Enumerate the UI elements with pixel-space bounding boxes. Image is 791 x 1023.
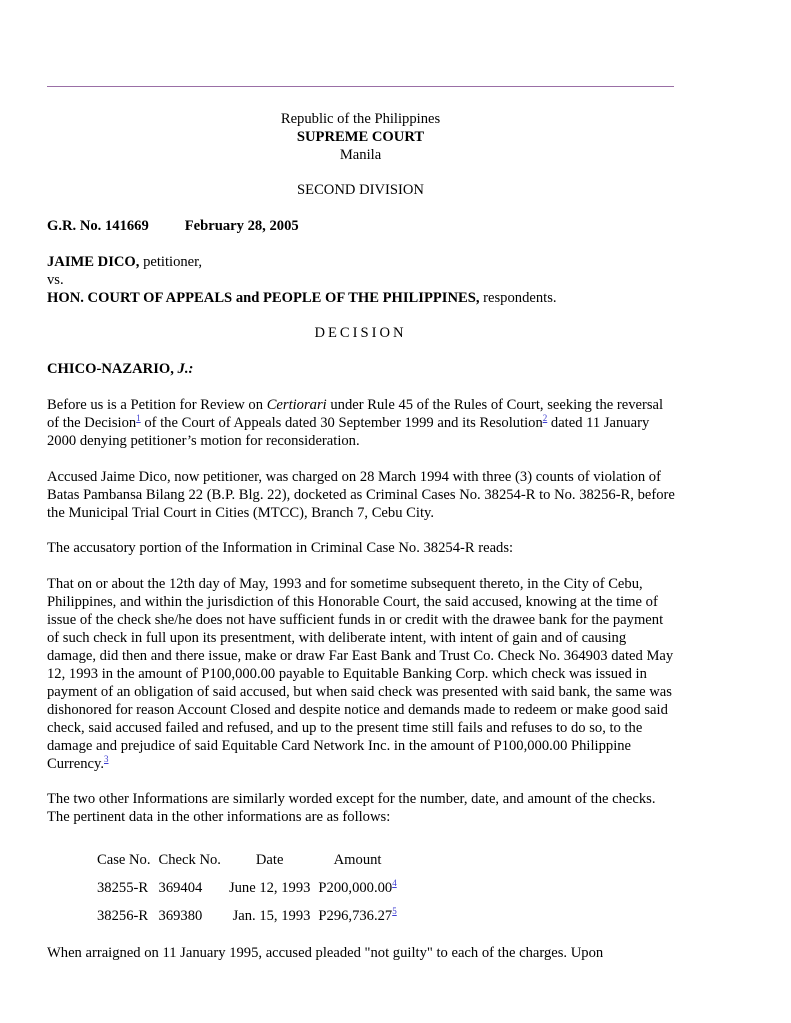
- respondent-name: HON. COURT OF APPEALS and PEOPLE OF THE PHILIPPINES,: [47, 290, 480, 306]
- petitioner-name: JAIME DICO,: [47, 254, 140, 270]
- amount-value: P296,736.27: [318, 908, 393, 924]
- header-case-no: Case No.: [97, 852, 151, 868]
- ponente: [47, 360, 193, 378]
- paragraph-charges: Accused Jaime Dico, now petitioner, was charged on 28 March 1994 with three (3) counts of violation of Batas Pambansa Bilang 22 (B.P. Blg. 22), docketed as Criminal Cases No. 38254-R to No. 38256-R, before the Municipal Trial Court in Cities (MTCC), Branch 7, Cebu City.: [47, 469, 675, 521]
- table-row: [93, 874, 401, 902]
- table-row: [93, 902, 401, 930]
- top-horizontal-rule: [47, 86, 674, 87]
- court-name: SUPREME COURT: [296, 129, 425, 145]
- checks-table: [93, 846, 401, 930]
- cell-date: Jan. 15, 1993: [232, 908, 311, 924]
- republic-line: Republic of the Philippines: [280, 111, 441, 127]
- cell-check-no: 369380: [158, 908, 203, 924]
- cell-case-no: 38256-R: [97, 908, 149, 924]
- gr-number: G.R. No. 141669: [47, 218, 149, 234]
- respondent-role: respondents.: [479, 290, 557, 306]
- case-number-line: [47, 217, 299, 235]
- header-check-no: Check No.: [158, 852, 221, 868]
- footnote-link-3[interactable]: 3: [104, 754, 109, 765]
- header-amount: Amount: [333, 852, 382, 868]
- certiorari-italic: Certiorari: [266, 397, 327, 413]
- footnote-link-2[interactable]: 2: [542, 413, 548, 424]
- ponente-suffix: J.:: [177, 361, 194, 377]
- footnote-link-5[interactable]: 5: [392, 906, 397, 917]
- paragraph-accusatory-intro: The accusatory portion of the Information in Criminal Case No. 38254-R reads:: [47, 540, 514, 556]
- cell-check-no: 369404: [158, 880, 203, 896]
- parties-block: [47, 253, 557, 307]
- paragraph-information: [47, 575, 677, 773]
- cell-amount: [314, 902, 400, 930]
- cell-amount: [314, 874, 400, 902]
- table-header-row: [93, 846, 401, 874]
- paragraph-arraignment: When arraigned on 11 January 1995, accused pleaded "not guilty" to each of the charges. Upon: [47, 945, 604, 961]
- footnote-link-4[interactable]: 4: [392, 878, 397, 889]
- intro-text-c: of the Court of Appeals dated 30 September 1999 and its Resolution: [140, 415, 543, 431]
- paragraph-intro: [47, 396, 677, 450]
- intro-text-b: under Rule 45 of the Rules of Court, seeking the reversal of the Decision: [47, 397, 664, 431]
- cell-case-no: 38255-R: [97, 880, 149, 896]
- court-header: [47, 110, 674, 164]
- intro-text-d: dated 11 January 2000 denying petitioner’s motion for reconsideration.: [47, 415, 650, 449]
- petitioner-role: petitioner,: [139, 254, 203, 270]
- court-city: Manila: [339, 147, 382, 163]
- case-date: February 28, 2005: [184, 218, 299, 234]
- ponente-name: CHICO-NAZARIO,: [47, 361, 178, 377]
- cell-date: June 12, 1993: [228, 880, 311, 896]
- versus: vs.: [47, 272, 64, 288]
- division-name: SECOND DIVISION: [297, 182, 424, 198]
- intro-text-a: Before us is a Petition for Review on: [47, 397, 267, 413]
- paragraph-other-informations: The two other Informations are similarly worded except for the number, date, and amount of the checks. The pertinent data in the other informations are as follows:: [47, 791, 656, 825]
- header-date: Date: [255, 852, 284, 868]
- information-text: That on or about the 12th day of May, 1993 and for sometime subsequent thereto, in the City of Cebu, Philippines, and within the jurisdiction of this Honorable Court, the said accused, knowing at the time of issue of the check she/he does not have sufficient funds in or credit with the drawee bank for the payment of such check in full upon its presentment, with deliberate intent, with intent of gain and of causing damage, did then and there issue, make or draw Far East Bank and Trust Co. Check No. 364903 dated May 12, 1993 in the amount of P100,000.00 payable to Equitable Banking Corp. which check was issued in payment of an obligation of said accused, but when said check was presented with said bank, the same was dishonored for reason Account Closed and despite notice and demands made to redeem or make good said check, said accused failed and refused, and up to the present time still fails and refuses to do so, to the damage and prejudice of said Equitable Card Network Inc. in the amount of P100,000.00 Philippine Currency.: [47, 576, 674, 772]
- amount-value: P200,000.00: [318, 880, 393, 896]
- footnote-link-1[interactable]: 1: [136, 413, 141, 424]
- decision-title: DECISION: [314, 325, 407, 341]
